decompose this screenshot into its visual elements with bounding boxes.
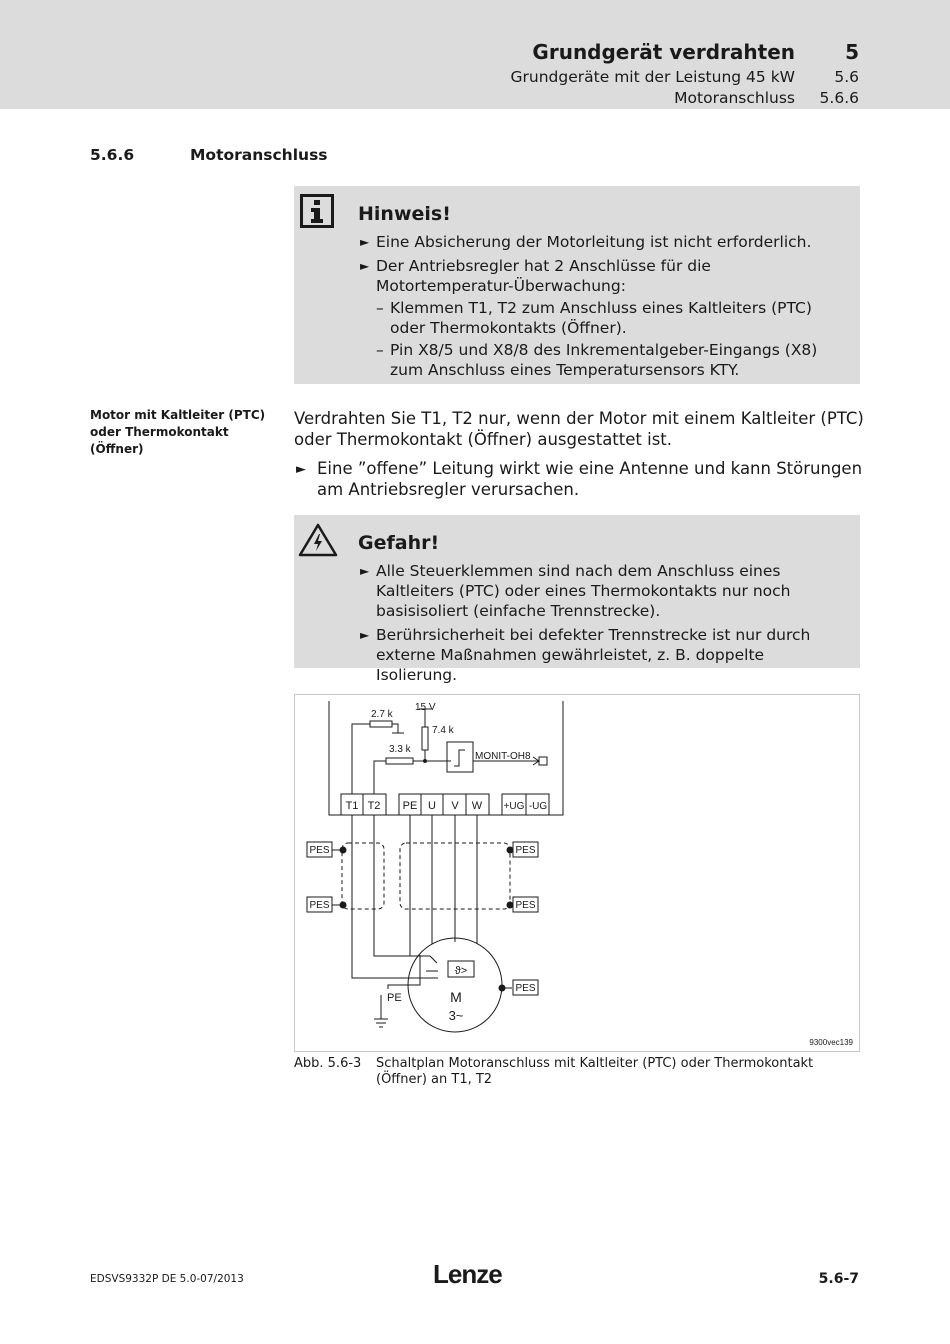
header-chapter-title: Grundgerät verdrahten — [532, 40, 795, 64]
pes-label: PES — [309, 845, 330, 856]
danger-item — [360, 561, 846, 621]
caption-text: Schaltplan Motoranschluss mit Kaltleiter (PTC) oder Thermokontakt (Öffner) an T1, T2 — [376, 1056, 814, 1087]
danger-list — [360, 561, 846, 689]
bullet-arrow-icon: ► — [296, 462, 306, 477]
header-section-row — [511, 68, 859, 86]
terminal-label: T2 — [367, 800, 381, 812]
section-number: 5.6.6 — [90, 146, 135, 164]
bullet-arrow-icon: ► — [360, 564, 370, 578]
header-subsection-title: Motoranschluss — [674, 89, 795, 107]
wiring-diagram — [295, 695, 859, 1051]
header-subsection-number: 5.6.6 — [819, 89, 859, 107]
voltage-label: 15 V — [415, 702, 436, 713]
monitor-label: MONIT-OH8 — [475, 751, 531, 762]
danger-item-text: Berührsicherheit bei defekter Trennstrecke ist nur durch externe Maßnahmen gewährleistet, z. B. doppelte Isolierung. — [376, 626, 811, 684]
terminal-label: PE — [402, 800, 418, 812]
resistor-label: 3.3 k — [389, 744, 411, 755]
footer-document-id: EDSVS9332P DE 5.0-07/2013 — [90, 1273, 244, 1285]
pes-label: PES — [309, 900, 330, 911]
thermal-symbol-label: ϑ> — [454, 965, 468, 977]
header-chapter-number: 5 — [845, 40, 859, 64]
note-item-text: Eine Absicherung der Motorleitung ist nicht erforderlich. — [376, 233, 812, 251]
bullet-arrow-icon: ► — [360, 259, 370, 273]
resistor-label: 2.7 k — [371, 709, 393, 720]
figure-code: 9300vec139 — [809, 1038, 853, 1047]
danger-box — [294, 515, 860, 684]
header-section-title: Grundgeräte mit der Leistung 45 kW — [510, 68, 795, 86]
pes-label: PES — [515, 983, 536, 994]
page-header — [0, 0, 950, 109]
dash-icon: – — [376, 299, 384, 317]
danger-item-text: Alle Steuerklemmen sind nach dem Anschluss eines Kaltleiters (PTC) oder eines Thermokontakts nur noch basisisoliert (einfache Trennstrecke). — [376, 562, 791, 620]
resistor-label: 7.4 k — [432, 725, 454, 736]
note-subitem-text: Klemmen T1, T2 zum Anschluss eines Kaltleiters (PTC) oder Thermokontakts (Öffner). — [390, 299, 812, 337]
pe-label: PE — [387, 992, 402, 1004]
body-paragraph: Verdrahten Sie T1, T2 nur, wenn der Motor mit einem Kaltleiter (PTC) oder Thermokontakt (Öffner) ausgestattet ist. — [294, 409, 864, 449]
terminal-label: U — [428, 800, 436, 812]
note-item — [360, 256, 846, 380]
pes-label: PES — [515, 845, 536, 856]
note-subitem — [376, 298, 846, 338]
body-bullet-text: Eine ”offene” Leitung wirkt wie eine Antenne und kann Störungen am Antriebsregler verursachen. — [317, 459, 863, 499]
note-subitem — [376, 340, 846, 380]
terminal-label: T1 — [345, 800, 359, 812]
section-heading — [90, 146, 328, 164]
header-subsection-row — [674, 89, 859, 107]
dash-icon: – — [376, 341, 384, 359]
margin-label: Motor mit Kaltleiter (PTC) oder Thermokontakt (Öffner) — [90, 408, 266, 456]
bullet-arrow-icon: ► — [360, 628, 370, 642]
danger-title: Gefahr! — [358, 532, 440, 554]
terminal-label: +UG — [503, 801, 525, 812]
note-box — [294, 186, 860, 384]
terminal-label: V — [451, 800, 459, 812]
note-list — [360, 232, 846, 384]
bullet-arrow-icon: ► — [360, 235, 370, 249]
terminal-label: W — [471, 800, 483, 812]
note-item-text: Der Antriebsregler hat 2 Anschlüsse für die Motortemperatur-Überwachung: — [376, 257, 711, 295]
caption-label: Abb. 5.6-3 — [294, 1056, 362, 1071]
motor-label: M — [450, 989, 462, 1005]
footer-page-number: 5.6-7 — [818, 1271, 859, 1287]
danger-item — [360, 625, 846, 685]
motor-phase-label: 3~ — [448, 1008, 464, 1023]
section-title: Motoranschluss — [190, 146, 328, 164]
lenze-logo: Lenze — [433, 1259, 502, 1289]
note-title: Hinweis! — [358, 203, 451, 225]
info-icon — [300, 194, 334, 228]
header-chapter-row — [532, 40, 859, 64]
note-item — [360, 232, 846, 252]
pes-label: PES — [515, 900, 536, 911]
note-subitem-text: Pin X8/5 und X8/8 des Inkrementalgeber-Eingangs (X8) zum Anschluss eines Temperatursensors KTY. — [390, 341, 818, 379]
wiring-diagram-figure — [294, 694, 860, 1052]
body-bullet — [294, 458, 864, 500]
high-voltage-warning-icon — [298, 523, 338, 557]
header-section-number: 5.6 — [834, 68, 859, 86]
terminal-label: -UG — [528, 801, 548, 812]
